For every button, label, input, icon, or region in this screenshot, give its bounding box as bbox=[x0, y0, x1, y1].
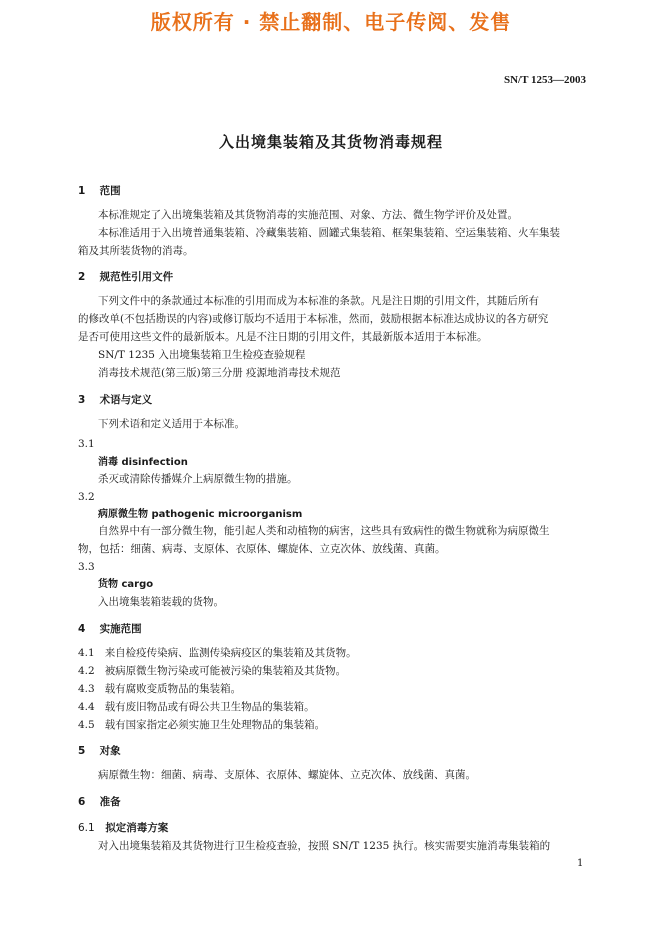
section-number: 1 bbox=[78, 185, 86, 197]
list-item bbox=[78, 718, 325, 733]
clause-number: 4.5 bbox=[78, 719, 95, 731]
clause-number: 4.4 bbox=[78, 701, 95, 713]
paragraph-line: 下列术语和定义适用于本标准。 bbox=[98, 418, 245, 430]
paragraph-line: 是否可使用这些文件的最新版本。凡是不注日期的引用文件，其最新版本适用于本标准。 bbox=[78, 331, 488, 343]
clause-number: 4.3 bbox=[78, 683, 95, 695]
list-item bbox=[78, 646, 357, 661]
paragraph-line: 本标准规定了入出境集装箱及其货物消毒的实施范围、对象、方法、微生物学评价及处置。 bbox=[98, 209, 518, 221]
reference-item: 消毒技术规范(第三版)第三分册 疫源地消毒技术规范 bbox=[98, 367, 341, 379]
list-item-text: 载有国家指定必须实施卫生处理物品的集装箱。 bbox=[104, 719, 326, 731]
term-definition: 物，包括：细菌、病毒、支原体、衣原体、螺旋体、立克次体、放线菌、真菌。 bbox=[78, 543, 446, 555]
list-item bbox=[78, 700, 315, 715]
section-number: 5 bbox=[78, 745, 86, 757]
section-number: 2 bbox=[78, 271, 86, 283]
section-number: 4 bbox=[78, 623, 86, 635]
clause-number: 6.1 bbox=[78, 822, 95, 834]
section-1-heading bbox=[78, 184, 121, 199]
paragraph-line: 的修改单(不包括勘误的内容)或修订版均不适用于本标准，然而，鼓励根据本标准达成协议的各方研究 bbox=[78, 313, 549, 325]
paragraph-line: 箱及其所装货物的消毒。 bbox=[78, 245, 194, 257]
term-heading: 病原微生物 pathogenic microorganism bbox=[98, 509, 303, 520]
list-item-text: 载有废旧物品或有碍公共卫生物品的集装箱。 bbox=[104, 701, 315, 713]
section-6-heading bbox=[78, 795, 121, 810]
term-definition: 入出境集装箱装载的货物。 bbox=[98, 596, 224, 608]
subsection-title: 拟定消毒方案 bbox=[105, 822, 169, 834]
clause-number: 4.2 bbox=[78, 665, 95, 677]
clause-number: 3.3 bbox=[78, 561, 95, 573]
reference-item: SN/T 1235 入出境集装箱卫生检疫查验规程 bbox=[98, 349, 306, 361]
section-title: 准备 bbox=[99, 796, 121, 808]
section-number: 6 bbox=[78, 796, 86, 808]
list-item-text: 来自检疫传染病、监测传染病疫区的集装箱及其货物。 bbox=[104, 647, 357, 659]
paragraph-line: 病原微生物：细菌、病毒、支原体、衣原体、螺旋体、立克次体、放线菌、真菌。 bbox=[98, 769, 476, 781]
section-5-heading bbox=[78, 744, 121, 759]
page-number: 1 bbox=[577, 858, 584, 869]
term-heading: 消毒 disinfection bbox=[98, 457, 188, 468]
paragraph-line: 本标准适用于入出境普通集装箱、冷藏集装箱、圆罐式集装箱、框架集装箱、空运集装箱、火车集装 bbox=[98, 227, 560, 239]
section-2-heading bbox=[78, 270, 173, 285]
term-heading: 货物 cargo bbox=[98, 579, 154, 590]
section-4-heading bbox=[78, 622, 142, 637]
paragraph-line: 下列文件中的条款通过本标准的引用而成为本标准的条款。凡是注日期的引用文件，其随后所有 bbox=[98, 295, 539, 307]
section-title: 实施范围 bbox=[99, 623, 142, 635]
clause-number: 3.1 bbox=[78, 438, 95, 450]
list-item bbox=[78, 682, 241, 697]
section-title: 规范性引用文件 bbox=[99, 271, 174, 283]
copyright-banner: 版权所有 · 禁止翻制、电子传阅、发售 bbox=[150, 10, 512, 34]
list-item bbox=[78, 664, 346, 679]
section-title: 对象 bbox=[99, 745, 121, 757]
subsection-6-1-heading bbox=[78, 821, 168, 836]
term-definition: 自然界中有一部分微生物，能引起人类和动植物的病害，这些具有致病性的微生物就称为病原微生 bbox=[98, 525, 550, 537]
standard-number: SN/T 1253—2003 bbox=[503, 74, 586, 86]
section-title: 术语与定义 bbox=[99, 394, 153, 406]
term-definition: 杀灭或清除传播媒介上病原微生物的措施。 bbox=[98, 473, 298, 485]
list-item-text: 载有腐败变质物品的集装箱。 bbox=[104, 683, 242, 695]
list-item-text: 被病原微生物污染或可能被污染的集装箱及其货物。 bbox=[104, 665, 347, 677]
clause-number: 4.1 bbox=[78, 647, 95, 659]
clause-number: 3.2 bbox=[78, 491, 95, 503]
paragraph-line: 对入出境集装箱及其货物进行卫生检疫查验，按照 SN/T 1235 执行。核实需要实施消毒集装箱的 bbox=[98, 840, 551, 852]
document-title: 入出境集装箱及其货物消毒规程 bbox=[218, 133, 443, 151]
section-title: 范围 bbox=[99, 185, 121, 197]
section-number: 3 bbox=[78, 394, 86, 406]
section-3-heading bbox=[78, 393, 152, 408]
